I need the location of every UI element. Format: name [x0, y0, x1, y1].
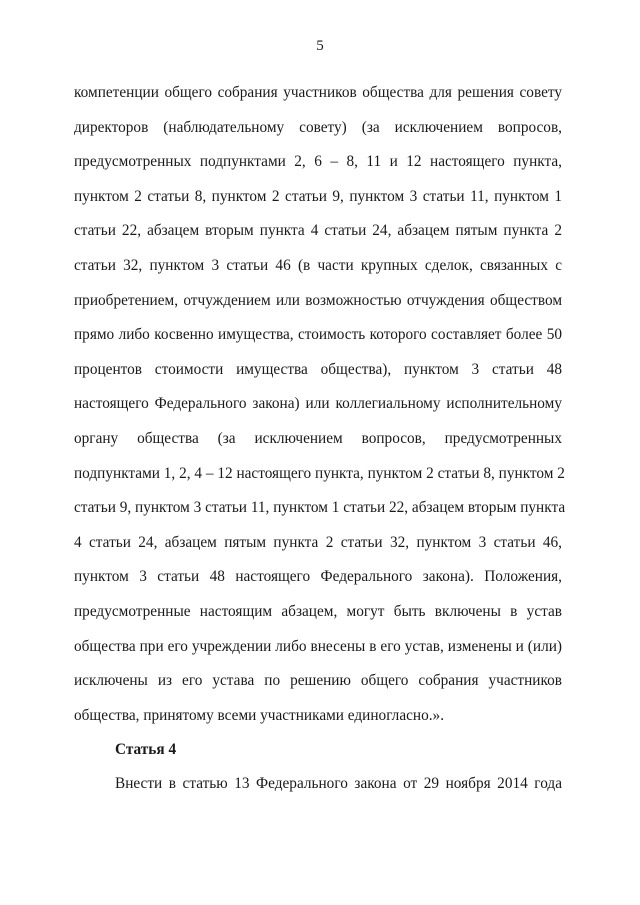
- paragraph-line: общества, принятому всеми участниками единогласно.».: [74, 706, 445, 724]
- paragraph-line: пунктом 2 статьи 8, пунктом 2 статьи 9, пунктом 3 статьи 11, пунктом 1: [74, 187, 562, 205]
- paragraph-line: предусмотренные настоящим абзацем, могут быть включены в устав: [74, 602, 562, 620]
- paragraph-line: органу общества (за исключением вопросов, предусмотренных: [74, 429, 562, 447]
- paragraph-line: прямо либо косвенно имущества, стоимость которого составляет более 50: [74, 326, 562, 344]
- paragraph-line: статьи 22, абзацем вторым пункта 4 статьи 24, абзацем пятым пункта 2: [74, 222, 562, 240]
- document-paragraph: [74, 76, 566, 733]
- paragraph-line: предусмотренных подпунктами 2, 6 – 8, 11 и 12 настоящего пункта,: [74, 153, 562, 171]
- paragraph-line: общества при его учреждении либо внесены в его устав, изменены и (или): [74, 637, 562, 655]
- paragraph-line: процентов стоимости имущества общества), пунктом 3 статьи 48: [74, 360, 562, 378]
- paragraph-line: директоров (наблюдательному совету) (за исключением вопросов,: [74, 118, 562, 136]
- paragraph-line: компетенции общего собрания участников общества для решения совету: [74, 84, 562, 101]
- paragraph-line: подпунктами 1, 2, 4 – 12 настоящего пункта, пунктом 2 статьи 8, пунктом 2: [74, 464, 565, 482]
- paragraph-line: 4 статьи 24, абзацем пятым пункта 2 статьи 32, пунктом 3 статьи 46,: [74, 533, 562, 551]
- article-text: Внести в статью 13 Федерального закона от 29 ноября 2014 года: [115, 775, 562, 792]
- paragraph-line: пунктом 3 статьи 48 настоящего Федерального закона). Положения,: [74, 568, 562, 586]
- paragraph-line: настоящего Федерального закона) или коллегиальному исполнительному: [74, 395, 562, 413]
- paragraph-line: исключены из его устава по решению общего собрания участников: [74, 672, 562, 690]
- page-number: 5: [316, 38, 324, 54]
- paragraph-line: статьи 9, пунктом 3 статьи 11, пунктом 1 статьи 22, абзацем вторым пункта: [74, 499, 566, 517]
- paragraph-line: статьи 32, пунктом 3 статьи 46 (в части крупных сделок, связанных с: [74, 256, 562, 274]
- article-heading: Статья 4: [115, 741, 177, 758]
- paragraph-line: приобретением, отчуждением или возможностью отчуждения обществом: [74, 291, 562, 309]
